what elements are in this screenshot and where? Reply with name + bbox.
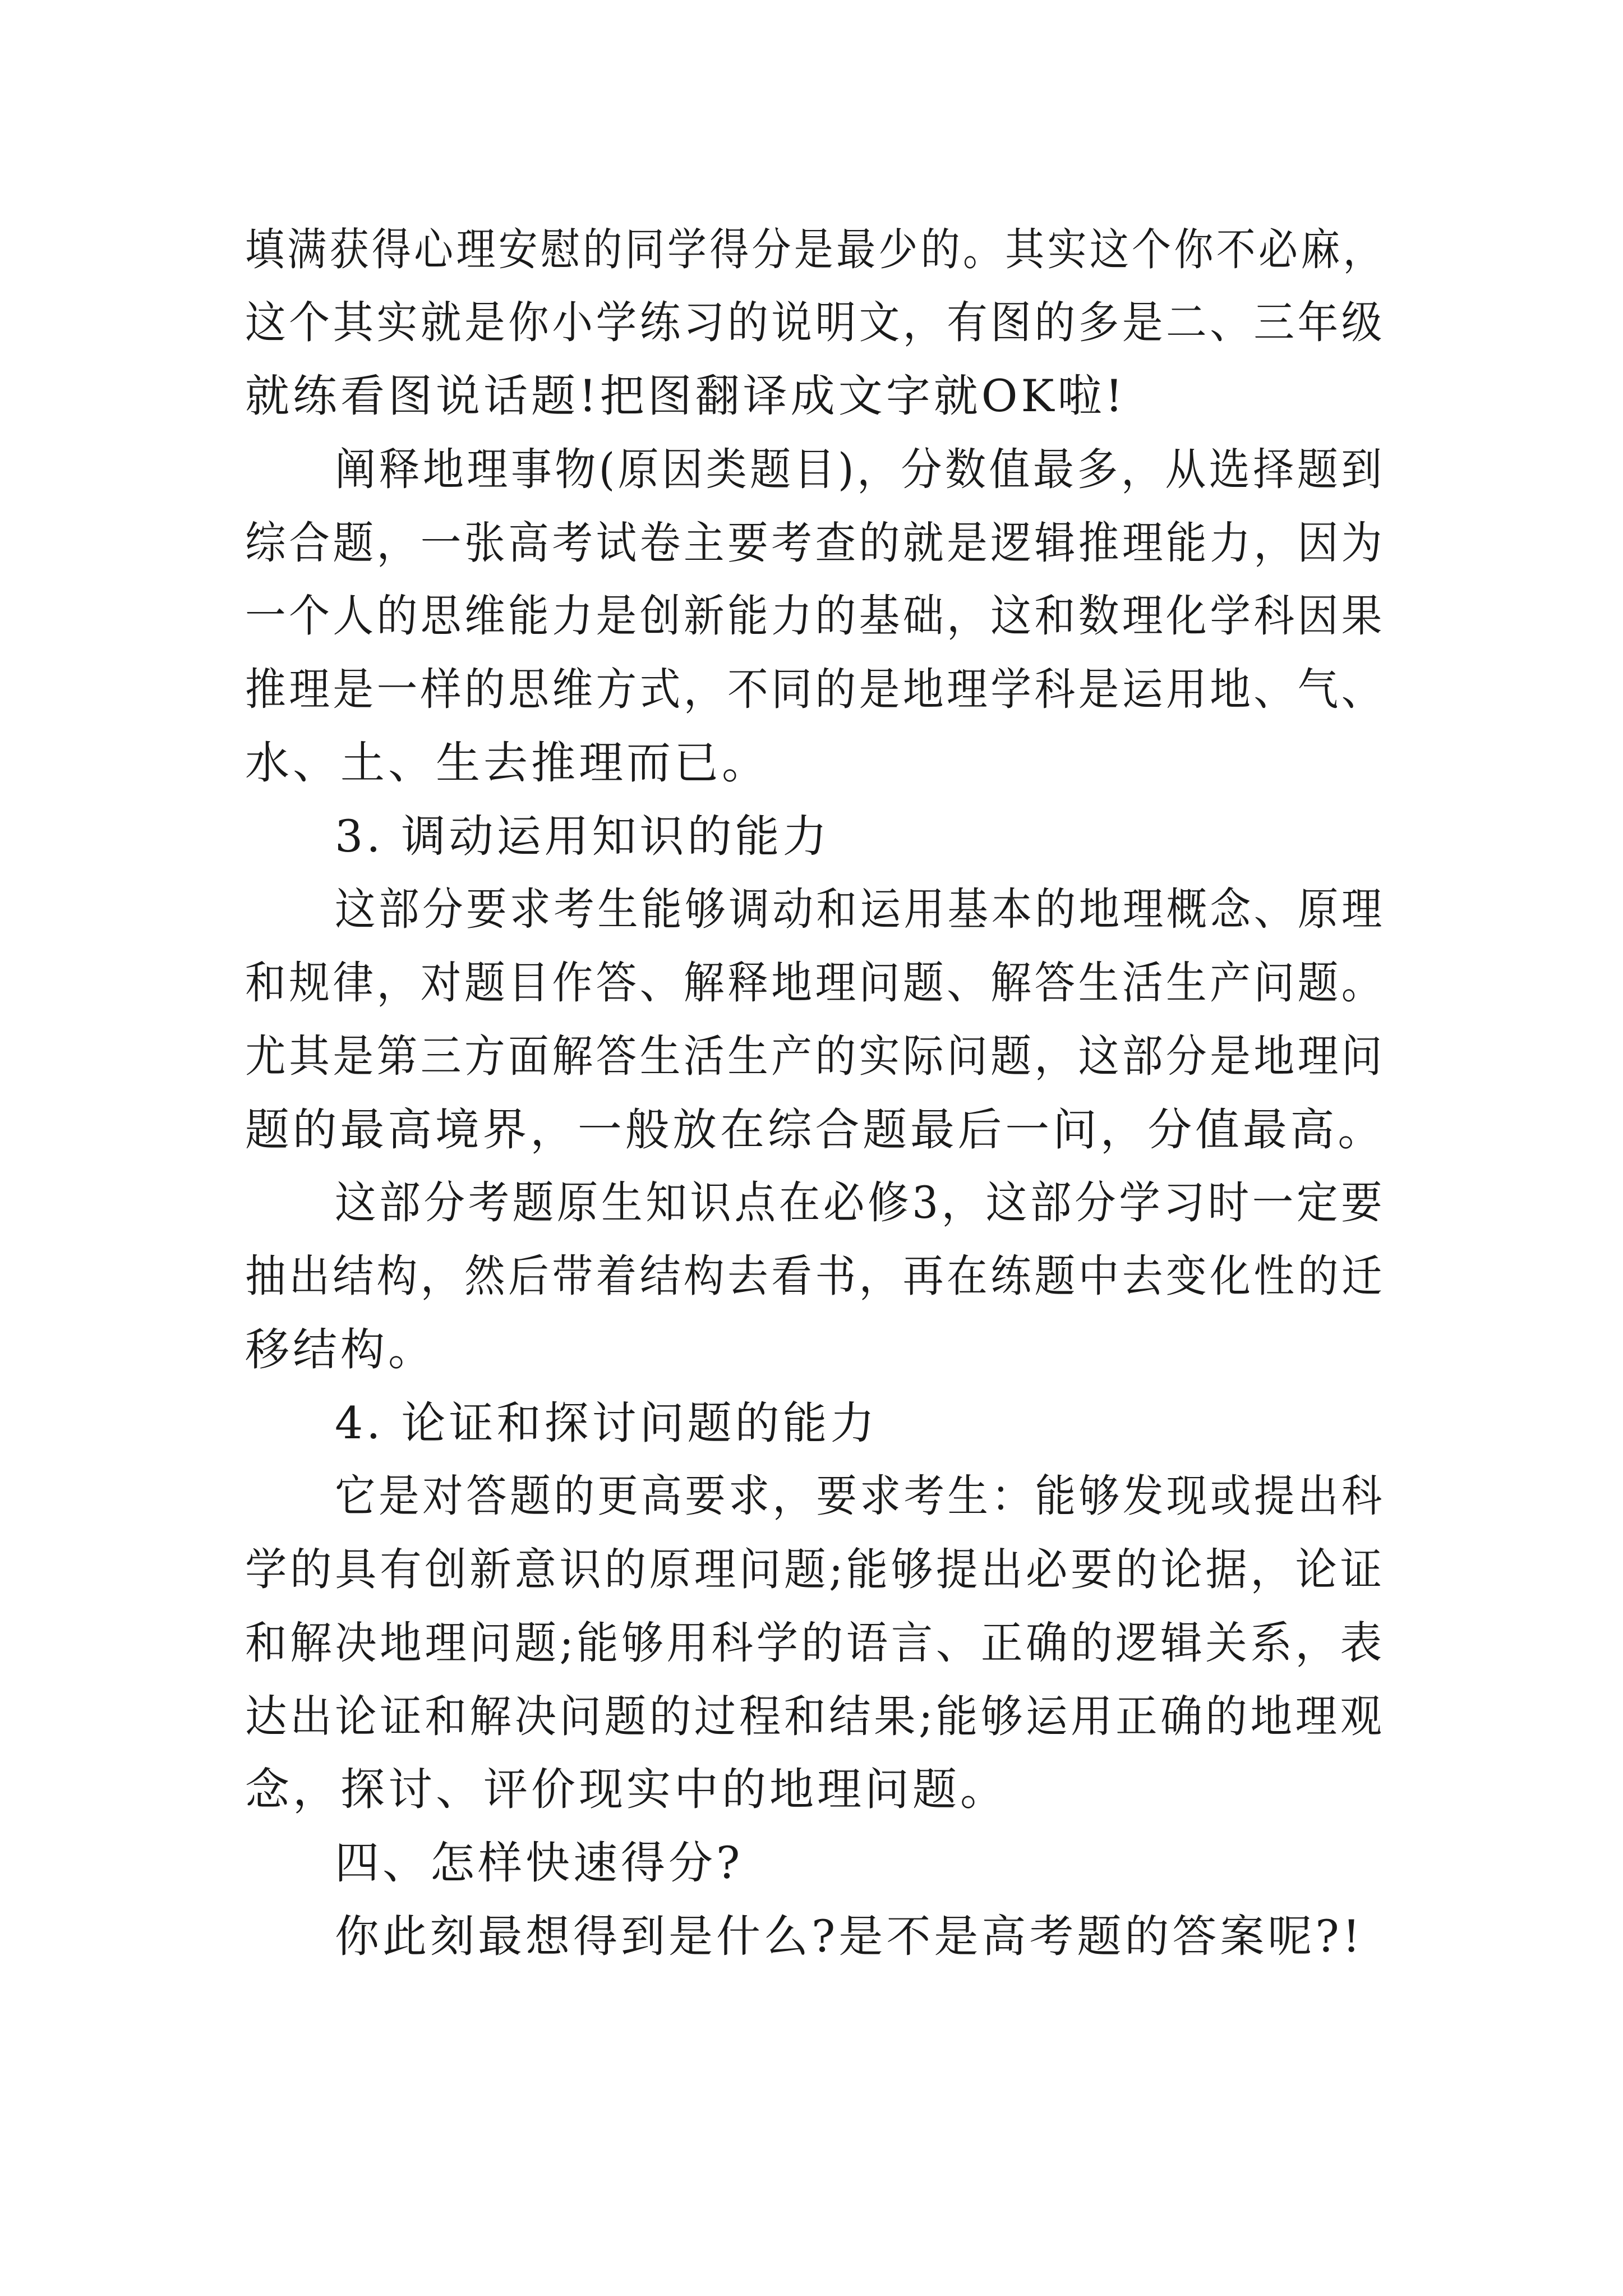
text-line: 学的具有创新意识的原理问题;能够提出必要的论据，论证 [245, 1544, 1385, 1595]
text-line: 综合题，一张高考试卷主要考查的就是逻辑推理能力，因为 [245, 517, 1385, 569]
text-line: 推理是一样的思维方式，不同的是地理学科是运用地、气、 [245, 664, 1385, 715]
text-line: 一个人的思维能力是创新能力的基础，这和数理化学科因果 [245, 590, 1385, 642]
text-line: 抽出结构，然后带着结构去看书，再在练题中去变化性的迁 [245, 1250, 1385, 1302]
paragraph-first-line: 你此刻最想得到是什么?是不是高考题的答案呢?! [335, 1911, 1364, 1962]
section-heading-3: 3. 调动运用知识的能力 [335, 811, 831, 862]
text-line: 这个其实就是你小学练习的说明文，有图的多是二、三年级 [245, 297, 1385, 348]
paragraph-first-line: 它是对答题的更高要求，要求考生：能够发现或提出科 [335, 1470, 1385, 1522]
paragraph-first-line: 这部分要求考生能够调动和运用基本的地理概念、原理 [335, 884, 1385, 935]
text-line: 和解决地理问题;能够用科学的语言、正确的逻辑关系，表 [245, 1617, 1385, 1669]
text-line: 就练看图说话题!把图翻译成文字就OK啦! [245, 370, 1127, 422]
section-heading-four: 四、怎样快速得分? [335, 1837, 744, 1889]
text-line: 移结构。 [245, 1324, 436, 1375]
text-line: 题的最高境界，一般放在综合题最后一问，分值最高。 [245, 1104, 1386, 1156]
paragraph-first-line: 这部分考题原生知识点在必修3，这部分学习时一定要 [335, 1177, 1386, 1228]
text-line: 水、土、生去推理而已。 [245, 737, 769, 789]
text-line: 达出论证和解决问题的过程和结果;能够运用正确的地理观 [245, 1691, 1385, 1742]
section-heading-4: 4. 论证和探讨问题的能力 [335, 1397, 878, 1449]
text-line: 和规律，对题目作答、解释地理问题、解答生活生产问题。 [245, 957, 1385, 1009]
text-line: 念，探讨、评价现实中的地理问题。 [245, 1764, 1008, 1815]
paragraph-first-line: 阐释地理事物(原因类题目)，分数值最多，从选择题到 [335, 444, 1385, 495]
text-line: 尤其是第三方面解答生活生产的实际问题，这部分是地理问 [245, 1030, 1385, 1082]
text-line: 填满获得心理安慰的同学得分是最少的。其实这个你不必麻， [245, 224, 1385, 275]
